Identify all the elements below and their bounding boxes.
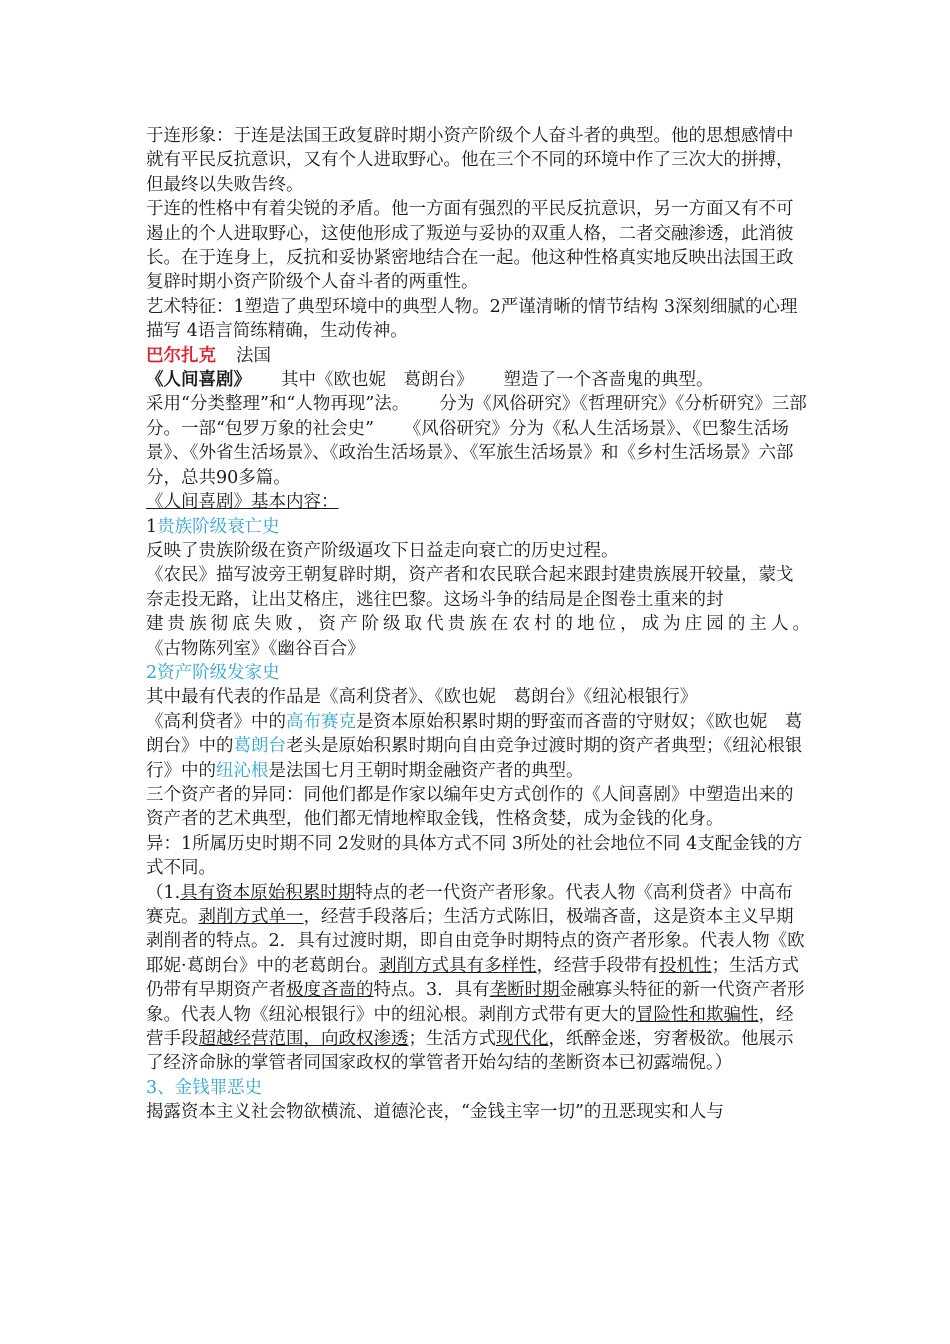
detail-18: 现代化 xyxy=(496,1029,549,1050)
detail-8: 投机性 xyxy=(659,955,712,976)
section2-similarities: 三个资产者的异同：同他们都是作家以编年史方式创作的《人间喜剧》中塑造出来的资产者的艺术典型，他们都无情地榨取金钱，性格贪婪，成为金钱的化身。 xyxy=(146,784,794,830)
content-heading-text: 《人间喜剧》基本内容： xyxy=(146,492,339,513)
section3-heading xyxy=(146,1076,810,1100)
detail-16: 超越经营范围，向政权渗透 xyxy=(198,1029,409,1050)
detail-10: 极度吝啬的 xyxy=(286,980,374,1001)
detail-7: ，经营手段带有 xyxy=(536,955,660,976)
detail-17: ；生活方式 xyxy=(408,1029,496,1050)
section1-title: 贵族阶级衰亡史 xyxy=(157,516,280,537)
paragraph-julien-character: 于连的性格中有着尖锐的矛盾。他一方面有强烈的平民反抗意识，另一方面又有不可遏止的个人进取野心，这使他形成了叛逆与妥协的双重人格，二者交融渗透，此消彼长。在于连身上，反抗和妥协紧密地结合在一起。他这种性格真实地反映出法国王政复辟时期小资产阶级个人奋斗者的两重性。 xyxy=(146,199,794,293)
section3-line1: 揭露资本主义社会物欲横流、道德沦丧，“金钱主宰一切”的丑恶现实和人与 xyxy=(146,1102,724,1123)
detail-15: ，经营手段 xyxy=(146,1004,794,1050)
section2-heading xyxy=(146,661,810,685)
section2-number: 2 xyxy=(146,662,158,683)
section1-line4: 《古物陈列室》《幽谷百合》 xyxy=(146,638,365,659)
section2-differences: 异：1所属历史时期不同 2发财的具体方式不同 3所处的社会地位不同 4支配金钱的方式不同。 xyxy=(146,833,803,879)
name-nucingen: 纽沁根 xyxy=(216,760,269,781)
section2-representatives xyxy=(146,710,810,783)
section2-title: 资产阶级发家史 xyxy=(157,662,280,683)
detail-6: 剥削方式具有多样性 xyxy=(379,955,537,976)
structure-text-a: 分为《风俗研究》《哲理研究》《分析研究》三部分。一部“包罗万象的社会史” xyxy=(146,394,807,439)
detail-4: 剥削方式单一 xyxy=(198,907,304,927)
paragraph-art-features: 艺术特征：1塑造了典型环境中的典型人物。2严谨清晰的情节结构 3深刻细腻的心理描写 4语言简练精确，生动传神。 xyxy=(146,296,798,342)
detail-9: ；生活方式仍带有早期资产者 xyxy=(146,955,800,1001)
work-title: 《人间喜剧》 xyxy=(146,370,251,391)
section1-line2: 《农民》描写波旁王朝复辟时期，资产者和农民联合起来跟封建贵族展开较量，蒙戈奈走投无路，让出艾格庄，逃往巴黎。这场斗争的结局是企图卷土重来的封 xyxy=(146,565,794,610)
rep-text-b: 是资本原始积累时期的野蛮而吝啬的守财奴；《欧也妮 葛朗台》中的 xyxy=(146,711,803,757)
work-note-b: 塑造了一个吝啬鬼的典型。 xyxy=(503,370,714,391)
section3-title: 3、金钱罪恶史 xyxy=(146,1077,263,1098)
detail-2: 具有资本原始积累时期 xyxy=(180,882,356,903)
structure-text-b: 《风俗研究》分为《私人生活场景》、《巴黎生活场景》、《外省生活场景》、《政治生活场景》、《军旅生活场景》和《乡村生活场景》六部分，总共90多篇。 xyxy=(146,418,794,488)
author-name: 巴尔扎克 xyxy=(146,345,216,366)
detail-12: 垄断时期 xyxy=(489,980,560,1001)
section1-line3: 建贵族彻底失败，资产阶级取代贵族在农村的地位，成为庄园的主人。 xyxy=(146,614,810,635)
detail-14: 冒险性和欺骗性 xyxy=(636,1004,759,1025)
rep-text-d: 是法国七月王朝时期金融资产者的典型。 xyxy=(268,760,584,781)
paragraph-julien-image: 于连形象：于连是法国王政复辟时期小资产阶级个人奋斗者的典型。他的思想感情中就有平民反抗意识，又有个人进取野心。他在三个不同的环境中作了三次大的拼搏，但最终以失败告终。 xyxy=(146,126,794,195)
section1-heading xyxy=(146,515,810,539)
work-note-a: 其中《欧也妮 葛朗台》 xyxy=(281,370,474,391)
work-method xyxy=(146,392,810,490)
detail-3: 特点的老一代资产者形象。代表人物《高利贷者》中高布赛克。 xyxy=(146,882,793,927)
detail-11: 特点。3．具有 xyxy=(373,980,490,1001)
name-gobseck: 高布赛克 xyxy=(286,711,356,732)
section2-line1: 其中最有代表的作品是《高利贷者》、《欧也妮 葛朗台》《纽沁根银行》 xyxy=(146,687,698,708)
detail-13: 金融寡头特征的新一代资产者形象。代表人物《纽沁根银行》中的纽沁根。剥削方式带有更大的 xyxy=(146,980,805,1025)
detail-5: ，经营手段落后；生活方式陈旧，极端吝啬，这是资本主义早期剥削者的特点。2．具有过渡时期，即自由竞争时期特点的资产者形象。代表人物《欧耶妮·葛朗台》中的老葛朗台。 xyxy=(146,907,805,976)
name-grandet: 葛朗台 xyxy=(233,736,286,757)
section2-detail xyxy=(146,881,810,1076)
detail-19: ，纸醉金迷，穷奢极欲。他展示了经济命脉的掌管者同国家政权的掌管者开始勾结的垄断资本已初露端倪。） xyxy=(146,1029,794,1074)
work-line xyxy=(146,368,810,392)
detail-1: （1. xyxy=(146,882,181,903)
content-heading xyxy=(146,490,810,514)
document-page xyxy=(146,124,810,1125)
method-text: 采用“分类整理”和“人物再现”法。 xyxy=(146,394,410,415)
author-heading xyxy=(146,344,810,368)
rep-text-a: 《高利贷者》中的 xyxy=(146,711,286,732)
section1-number: 1 xyxy=(146,516,158,537)
section1-line1: 反映了贵族阶级在资产阶级逼攻下日益走向衰亡的历史过程。 xyxy=(146,540,619,561)
rep-text-c: 老头是原始积累时期向自由竞争过渡时期的资产者典型；《纽沁根银行》中的 xyxy=(146,736,803,781)
author-country: 法国 xyxy=(236,345,271,366)
